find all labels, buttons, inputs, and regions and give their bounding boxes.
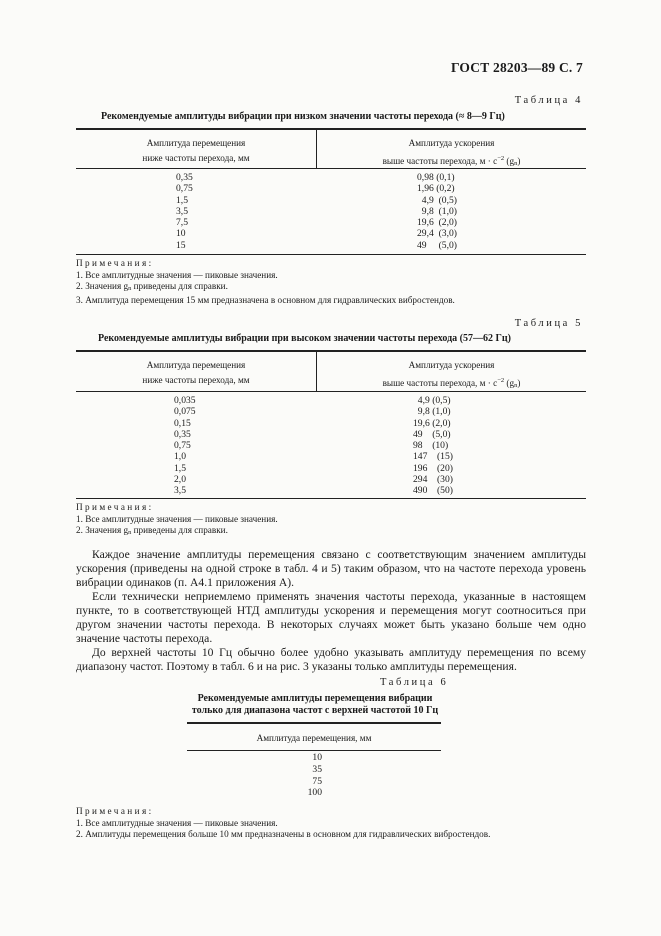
table4-label: Таблица 4 xyxy=(514,95,583,106)
table5-col2-header: Амплитуда ускорения выше частоты перехода, $м \cdot с^{-2}$ (gn) xyxy=(382,360,521,389)
table-cell: 35 xyxy=(312,763,322,775)
table-cell: 196 (20) xyxy=(413,462,453,474)
table-cell: 1,5 xyxy=(174,462,186,474)
table-cell: 9,8 (1,0) xyxy=(413,406,451,418)
table-cell: 0,075 xyxy=(174,406,196,418)
table-cell: 0,15 xyxy=(174,417,191,429)
table-cell: 0,035 xyxy=(174,395,196,406)
table-cell: 1,5 xyxy=(176,194,188,206)
paragraph: До верхней частоты 10 Гц обычно более удобно указывать амплитуду перемещения по всему диапазону частот. Поэтому в табл. 6 и на рис. 3 указаны только амплитуды перемещения. xyxy=(76,646,586,673)
table-cell: 10 xyxy=(312,752,322,763)
table5-label: Таблица 5 xyxy=(514,318,583,329)
table-cell: 10 xyxy=(176,228,186,240)
table-cell: 19,6 (2,0) xyxy=(417,217,457,229)
table-cell: 98 (10) xyxy=(413,440,449,452)
table-cell: 19,6 (2,0) xyxy=(413,417,451,429)
table5-title: Рекомендуемые амплитуды вибрации при высоком значении частоты перехода (57—62 Гц) xyxy=(98,333,511,344)
table6-col-header: Амплитуда перемещения, мм xyxy=(256,733,372,743)
table6-label: Таблица 6 xyxy=(380,677,449,688)
body-text xyxy=(76,548,586,674)
table-cell: 0,75 xyxy=(174,440,191,452)
table-cell: 1,96 (0,2) xyxy=(417,183,455,195)
table5-notes: Примечания: 1. Все амплитудные значения — пиковые значения. 2. Значения gn приведены для справки. xyxy=(76,502,278,537)
table5-col1-values xyxy=(174,395,196,497)
table4-bottom-rule xyxy=(76,254,586,255)
table-cell: 4,9 (0,5) xyxy=(413,395,451,406)
table5-top-rule xyxy=(76,350,586,352)
table-cell: 49 (5,0) xyxy=(413,428,451,440)
table-cell: 0,35 xyxy=(174,428,191,440)
table6-values xyxy=(306,752,322,799)
table4-header-rule xyxy=(76,168,586,169)
table6-title-line2: только для диапазона частот с верхней частотой 10 Гц xyxy=(191,705,439,716)
table-cell: 29,4 (3,0) xyxy=(417,228,457,240)
table-cell: 2,0 xyxy=(174,474,186,486)
table6-header-rule xyxy=(187,750,441,751)
table6-top-rule xyxy=(187,722,441,724)
paragraph: Каждое значение амплитуды перемещения связано с соответствующим значением амплитуды ускорения (приведены на одной строке в табл. 4 и 5) таким образом, что на частоте перехода уровень вибрации одинаков (п. А4.1 приложения А). xyxy=(76,548,586,589)
table-cell: 0,35 xyxy=(176,172,193,183)
table-cell: 1,0 xyxy=(174,451,186,463)
table5-col2-values xyxy=(413,395,453,497)
table6-notes: Примечания: 1. Все амплитудные значения — пиковые значения. 2. Амплитуды перемещения больше 10 мм предназначены в основном для гидравлических вибростендов. xyxy=(76,806,491,840)
table-cell: 15 xyxy=(176,239,186,251)
table5-bottom-rule xyxy=(76,498,586,499)
table-cell: 0,75 xyxy=(176,183,193,195)
table4-notes: Примечания: 1. Все амплитудные значения — пиковые значения. 2. Значения gn приведены для справки. 3. Амплитуда перемещения 15 мм предназначена в основном для гидравлических вибростендов. xyxy=(76,258,455,305)
table4-col2-values xyxy=(417,172,457,251)
table6-title-line1: Рекомендуемые амплитуды перемещения вибрации xyxy=(197,693,433,704)
table-cell: 294 (30) xyxy=(413,474,453,486)
paragraph: Если технически неприемлемо применять значения частоты перехода, указанные в настоящем пункте, то в соответствующей НТД амплитуды ускорения и перемещения могут соотноситься при другом значении частоты перехода. В некоторых случаях может быть указано больше чем одно значение частоты перехода. xyxy=(76,590,586,645)
table-cell: 3,5 xyxy=(176,205,188,217)
table-cell: 3,5 xyxy=(174,485,186,497)
document-header: ГОСТ 28203—89 С. 7 xyxy=(450,60,583,75)
table4-top-rule xyxy=(76,128,586,130)
table4-col2-header: Амплитуда ускорения выше частоты перехода, $м \cdot с^{-2}$ (gn) xyxy=(382,138,521,167)
table4-col1-values xyxy=(176,172,193,251)
table-cell: 0,98 (0,1) xyxy=(417,172,455,183)
table-cell: 7,5 xyxy=(176,217,188,229)
table-cell: 100 xyxy=(307,787,322,799)
table-cell: 75 xyxy=(312,775,322,787)
table4-col1-header: Амплитуда перемещения ниже частоты перехода, мм xyxy=(142,138,250,163)
table5-col1-header: Амплитуда перемещения ниже частоты перехода, мм xyxy=(142,360,250,385)
table-cell: 9,8 (1,0) xyxy=(417,205,457,217)
table5-header-rule xyxy=(76,391,586,392)
table-cell: 49 (5,0) xyxy=(417,239,457,251)
table-cell: 4,9 (0,5) xyxy=(417,194,457,206)
table4-title: Рекомендуемые амплитуды вибрации при низком значении частоты перехода (≈ 8—9 Гц) xyxy=(101,111,505,122)
table-cell: 490 (50) xyxy=(413,485,453,497)
table-cell: 147 (15) xyxy=(413,451,453,463)
